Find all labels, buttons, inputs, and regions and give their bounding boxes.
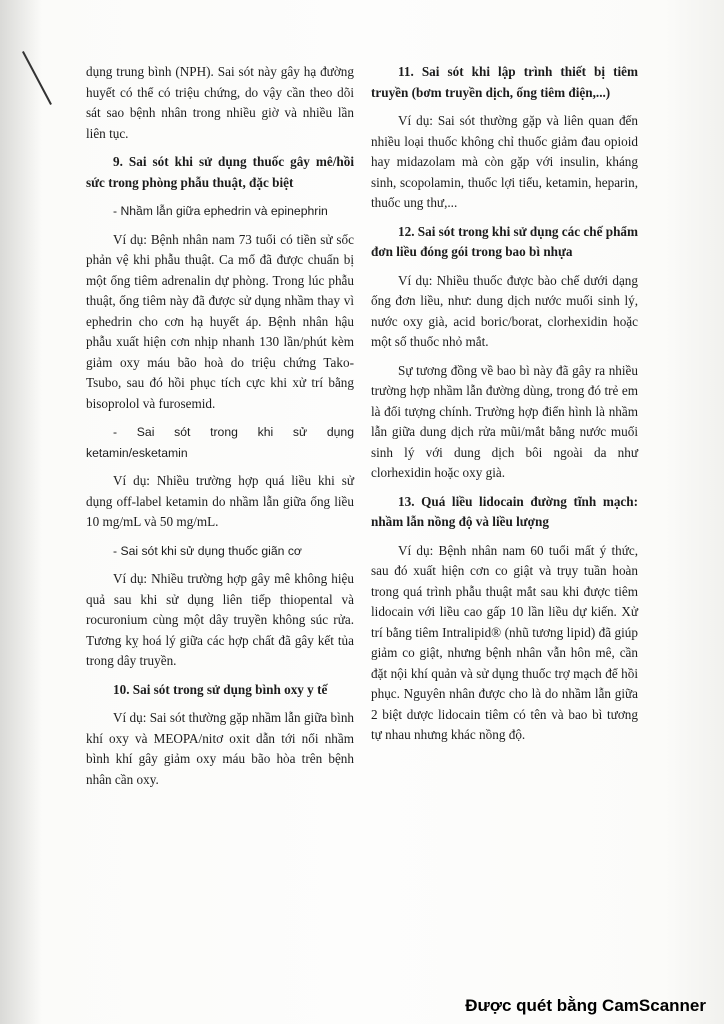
section-13-heading: 13. Quá liều lidocain đường tĩnh mạch: nhầm lẫn nồng độ và liều lượng: [371, 493, 638, 529]
page-edge-shadow: [0, 0, 42, 1024]
item-ephedrin-heading: - Nhầm lẫn giữa ephedrin và epinephrin: [113, 204, 328, 218]
section-12-heading: 12. Sai sót trong khi sử dụng các chế phẩm đơn liều đóng gói trong bao bì nhựa: [371, 223, 638, 259]
intro-paragraph: dụng trung bình (NPH). Sai sót này gây hạ đường huyết có thể có triệu chứng, do vậy cần theo dõi sát sao bệnh nhân trong nhiều giờ và nhiều lần liên tục.: [86, 64, 354, 141]
item-ketamin-example: Ví dụ: Nhiều trường hợp quá liều khi sử dụng off-label ketamin do nhầm lẫn giữa ống liều 10 mg/mL và 50 mg/mL.: [86, 473, 354, 529]
section-12-note: Sự tương đồng về bao bì này đã gây ra nhiều trường hợp nhầm lẫn đường dùng, trong đó trẻ em là đối tượng chính. Trường hợp điển hình là nhầm lẫn giữa dung dịch rửa mũi/mắt bằng nước muối sinh lý với dung dịch bôi ngoài da như clorhexidin hoặc oxy già.: [371, 362, 638, 480]
section-9-heading: 9. Sai sót khi sử dụng thuốc gây mê/hồi sức trong phòng phẫu thuật, đặc biệt: [86, 154, 354, 190]
section-10-example: Ví dụ: Sai sót thường gặp nhầm lẫn giữa bình khí oxy và MEOPA/nitơ oxit dẫn tới nối nhầm bình khí gây giảm oxy máu bão hòa trên bệnh nhân cần oxy.: [86, 710, 354, 787]
item-ephedrin-example: Ví dụ: Bệnh nhân nam 73 tuổi có tiền sử sốc phản vệ khi phẫu thuật. Ca mổ đã được chuẩn bị một ống tiêm adrenalin dự phòng. Trong lúc phẫu thuật, ống tiêm này đã được sử dụng nhầm thay vì ephedrin cho cơn hạ huyết áp. Bệnh nhân hậu phẫu xuất hiện cơn nhịp nhanh 130 lần/phút kèm giảm oxy máu bão hoà do triệu chứng Tako-Tsubo, sau đó hồi phục tích cực khi xử trí bằng bisoprolol và furosemid.: [86, 231, 354, 411]
section-13-example: Ví dụ: Bệnh nhân nam 60 tuổi mất ý thức, sau đó xuất hiện cơn co giật và trụy tuần hoàn trong quá trình phẫu thuật mắt sau khi được tiêm lidocain với liều cao gấp 10 lần liều dự kiến. Xử trí bằng tiêm Intralipid® (nhũ tương lipid) đã giúp giảm co giật, nhưng bệnh nhân vẫn hôn mê, cần đặt nội khí quản và sử dụng thuốc trợ mạch để hồi phục. Nguyên nhân được cho là do nhầm lẫn giữa 2 biệt dược lidocain tiêm có tên và bao bì tương tự nhau nhưng khác nồng độ.: [371, 542, 638, 742]
camscanner-watermark: Được quét bằng CamScanner: [465, 996, 706, 1015]
item-muscle-relaxant-example: Ví dụ: Nhiều trường hợp gây mê không hiệu quả sau khi sử dụng liên tiếp thiopental và rocuronium cùng một dây truyền không súc rửa. Tương kỵ hoá lý giữa các hợp chất đã gây kết tủa trong dây truyền.: [86, 571, 354, 668]
section-10-heading: 10. Sai sót trong sử dụng bình oxy y tế: [113, 681, 328, 697]
item-ketamin-heading: - Sai sót trong khi sử dụng ketamin/esketamin: [86, 425, 354, 460]
section-11-heading: 11. Sai sót khi lập trình thiết bị tiêm truyền (bơm truyền dịch, ống tiêm điện,...): [371, 64, 638, 100]
left-column: [86, 62, 354, 790]
section-12-example: Ví dụ: Nhiều thuốc được bào chế dưới dạng ống đơn liều, như: dung dịch nước muối sinh lý, nước oxy già, acid boric/borat, clorhexidin hoặc một số thuốc nhỏ mắt.: [371, 272, 638, 349]
right-column: [371, 62, 638, 746]
item-muscle-relaxant-heading: - Sai sót khi sử dụng thuốc giãn cơ: [113, 543, 302, 558]
section-11-example: Ví dụ: Sai sót thường gặp và liên quan đến nhiều loại thuốc không chỉ thuốc giảm đau opioid hay midazolam mà còn gặp với insulin, kháng sinh, scopolamin, thuốc lợi tiểu, ketamin, heparin, thuốc ung thư,...: [371, 113, 638, 210]
